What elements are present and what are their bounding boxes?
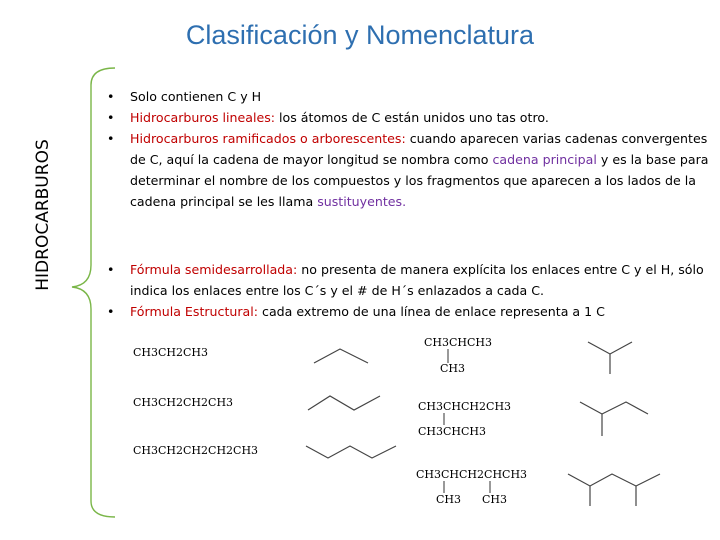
bullet-item — [107, 128, 719, 212]
bullet-item — [107, 301, 719, 322]
bullet-item — [107, 107, 719, 128]
bullet-item — [107, 86, 719, 107]
bullet-highlight: Hidrocarburos ramificados o arborescentes: — [130, 131, 406, 146]
skeletal-propane — [312, 346, 372, 366]
bullet-highlight: Fórmula semidesarrollada: — [130, 262, 298, 277]
branch-bond — [443, 413, 447, 425]
bullet-text: cuando aparecen varias cadenas convergentes de C, aquí la cadena de mayor longitud se nombra como — [130, 131, 708, 167]
bullet-item — [107, 259, 719, 301]
bullet-text: cada extremo de una línea de enlace representa a 1 C — [258, 304, 605, 319]
formula-propane: CH3CH2CH3 — [133, 346, 209, 359]
formula-branched-2-sub: CH3CHCH3 — [418, 425, 487, 438]
branch-bond — [447, 349, 451, 363]
formula-branched-3-sub-1: CH3 — [436, 493, 462, 506]
bullet-text: los átomos de C están unidos uno tas otro. — [275, 110, 549, 125]
formula-branched-3: CH3CHCH2CHCH3 — [416, 468, 528, 481]
bullet-highlight: Hidrocarburos lineales: — [130, 110, 276, 125]
bullet-list-formulas — [107, 259, 719, 322]
formula-branched-2: CH3CHCH2CH3 — [418, 400, 512, 413]
formula-branched-3-sub-2: CH3 — [482, 493, 508, 506]
formula-butane: CH3CH2CH2CH3 — [133, 396, 234, 409]
bullet-list-definitions — [107, 86, 719, 212]
branch-bond — [489, 481, 493, 493]
bullet-term: sustituyentes. — [317, 194, 407, 209]
skeletal-isobutane — [580, 336, 640, 376]
bullet-term: cadena principal — [492, 152, 597, 167]
bullet-text: y es la base para determinar el nombre de los compuestos y los fragmentos que aparecen a los lados de la cadena principal se les llama — [130, 152, 709, 209]
skeletal-methylbutane — [576, 396, 656, 438]
bullet-highlight: Fórmula Estructural: — [130, 304, 259, 319]
page-title: Clasificación y Nomenclatura — [185, 20, 535, 50]
skeletal-pentane — [304, 440, 400, 462]
bullet-text: Solo contienen C y H — [130, 89, 262, 104]
side-label-text: HIDROCARBUROS — [33, 139, 53, 291]
formula-isobutane-sub: CH3 — [440, 362, 466, 375]
skeletal-dimethylpentane — [564, 466, 674, 508]
skeletal-butane — [306, 392, 386, 414]
bullet-text: no presenta de manera explícita los enlaces entre C y el H, sólo indica los enlaces entre los C´s y el # de H´s enlazados a cada C. — [130, 262, 704, 298]
formula-isobutane: CH3CHCH3 — [424, 336, 493, 349]
branch-bond — [443, 481, 447, 493]
formula-pentane: CH3CH2CH2CH2CH3 — [133, 444, 259, 457]
